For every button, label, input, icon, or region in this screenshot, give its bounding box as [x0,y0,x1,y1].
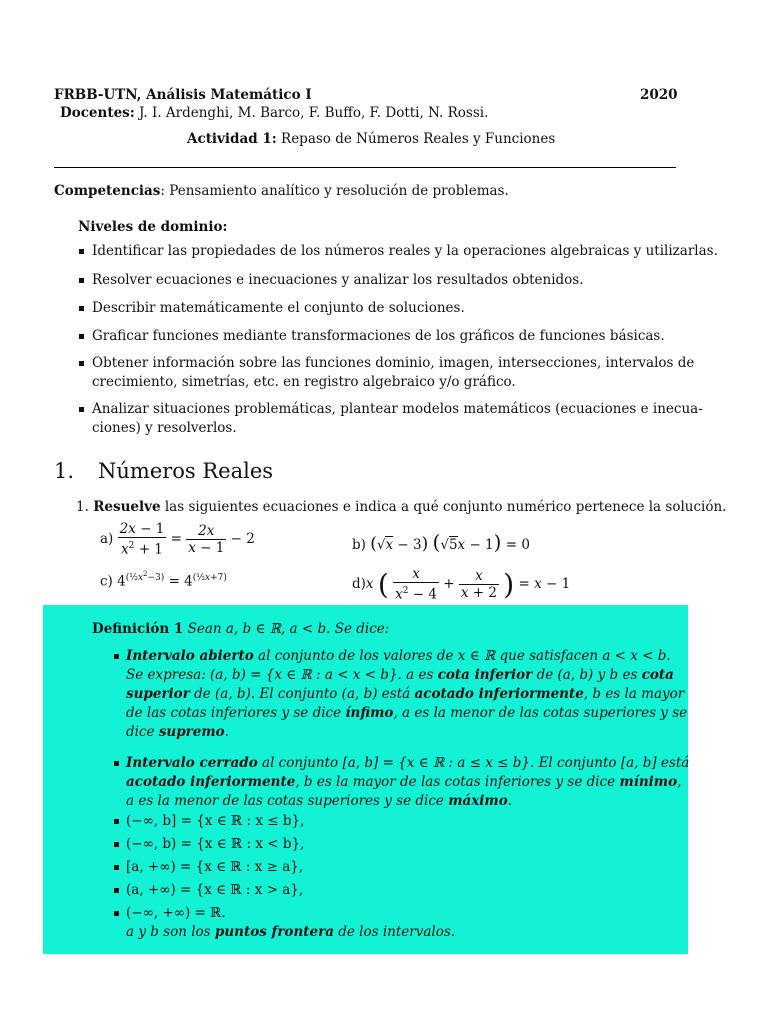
cerrado-term: Intervalo cerrado [126,755,258,771]
section-number: 1. [54,459,75,483]
docentes-names: J. I. Ardenghi, M. Barco, F. Buffo, F. Dotti, N. Rossi. [139,105,489,121]
exercise-verb: Resuelve [93,499,161,515]
equation-d-label: d) [352,575,366,592]
year: 2020 [640,87,678,103]
abierto-text: de las cotas inferiores y se dice [126,705,342,721]
abierto-line-5 [126,723,229,742]
equation-a-label: a) [100,530,114,547]
frontera-line [126,923,455,942]
competencias-text: : Pensamiento analítico y resolución de problemas. [160,183,509,199]
interval-item: (−∞, +∞) = ℝ. [126,905,226,921]
abierto-text: de (a, b). El conjunto (a, b) está [194,686,411,702]
bullet-icon [114,865,119,870]
abierto-line-3 [126,685,684,704]
frontera-text: a y b son los [126,924,211,940]
bullet-icon [79,306,84,311]
minimo-term: mínimo [619,774,678,790]
cerrado-text: , [677,774,682,790]
interval-item: (−∞, b] = {x ∈ ℝ : x ≤ b}, [126,813,305,829]
nivel-item-cont: ciones) y resolverlos. [92,420,237,436]
equation-b: b) (√x − 3) (√5x − 1) = 0 [352,530,530,554]
competencias [54,182,509,201]
nivel-item: Obtener información sobre las funciones dominio, imagen, intersecciones, intervalos de [92,355,695,371]
bullet-icon [114,761,119,766]
bullet-icon [114,654,119,659]
activity-title [187,131,555,147]
nivel-item: Resolver ecuaciones e inecuaciones y analizar los resultados obtenidos. [92,272,584,288]
frontera-text: de los intervalos. [338,924,456,940]
cerrado-text: , b es la mayor de las cotas inferiores y se dice [295,774,616,790]
nivel-item: Identificar las propiedades de los números reales y la operaciones algebraicas y utilizarlas. [92,243,718,259]
nivel-item: Describir matemáticamente el conjunto de soluciones. [92,300,465,316]
exercise-line [76,498,726,517]
header-rule [54,167,676,168]
abierto-text: de (a, b) y b es [536,667,638,683]
abierto-text: Se expresa: (a, b) = {x ∈ ℝ : a < x < b}. a es [126,667,434,683]
equation-d: d)x ( $\frac{x}{x^2 - 4}$ + $\frac{x}{x + 2}$ ) = x − 1 [352,566,571,603]
interval-item: (−∞, b) = {x ∈ ℝ : x < b}, [126,836,305,852]
bullet-icon [79,278,84,283]
definition-intro: Sean a, b ∈ ℝ, a < b. Se dice: [187,621,390,637]
equation-b-label: b) [352,537,366,553]
superior-term: superior [126,686,190,702]
docentes-label: Docentes: [60,105,135,121]
docentes-line [60,105,488,121]
abierto-line-4 [126,704,687,723]
exercise-number: 1. [76,499,89,515]
niveles-title: Niveles de dominio: [78,219,228,235]
nivel-item: Graficar funciones mediante transformaciones de los gráficos de funciones básicas. [92,328,665,344]
section-title: Números Reales [98,459,274,483]
abierto-line-2 [126,666,674,685]
equation-c-label: c) [100,573,113,590]
nivel-item: Analizar situaciones problemáticas, plantear modelos matemáticos (ecuaciones e inecua- [92,401,703,417]
nivel-item-cont: crecimiento, simetrías, etc. en registro algebraico y/o gráfico. [92,374,516,390]
abierto-text: , b es la mayor [583,686,685,702]
cota-term: cota [641,667,674,683]
equation-c: c) $4^{(\frac{1}{2}x^2-3)} = 4^{(\frac{1}{2}x+7)}$ [100,570,227,590]
supremo-term: supremo [158,724,225,740]
interval-item: (a, +∞) = {x ∈ ℝ : x > a}, [126,882,304,898]
abierto-text: , a es la menor de las cotas superiores y se [393,705,688,721]
bullet-icon [114,888,119,893]
abierto-line-1 [126,647,671,666]
cerrado-text: . [507,793,512,809]
cerrado-line-3 [126,792,512,811]
activity-name: Repaso de Números Reales y Funciones [281,131,556,147]
definition-label: Definición 1 [92,621,184,637]
abierto-text: dice [126,724,155,740]
cerrado-line-1 [126,754,689,773]
equation-a: a) $\frac{2x - 1}{x^2 + 1}$ = $\frac{2x}{x - 1}$ − 2 [100,521,255,558]
bullet-icon [114,842,119,847]
bullet-icon [79,249,84,254]
activity-label: Actividad 1: [187,131,277,147]
cerrado-line-2 [126,773,681,792]
puntos-frontera-term: puntos frontera [214,924,334,940]
acotado-inferiormente-term: acotado inferiormente [414,686,584,702]
cota-inferior-term: cota inferior [437,667,533,683]
exercise-text: las siguientes ecuaciones e indica a qué conjunto numérico pertenece la solución. [164,499,727,515]
cerrado-text: a es la menor de las cotas superiores y se dice [126,793,444,809]
bullet-icon [79,334,84,339]
cerrado-text: al conjunto [a, b] = {x ∈ ℝ : a ≤ x ≤ b}. El conjunto [a, b] está [262,755,690,771]
abierto-text: . [224,724,229,740]
competencias-label: Competencias [54,183,161,199]
bullet-icon [114,911,119,916]
bullet-icon [79,361,84,366]
maximo-term: máximo [448,793,508,809]
bullet-icon [114,819,119,824]
abierto-text: al conjunto de los valores de x ∈ ℝ que satisfacen a < x < b. [258,648,671,664]
infimo-term: ínfimo [345,705,394,721]
definition-heading [92,620,389,639]
interval-item: [a, +∞) = {x ∈ ℝ : x ≥ a}, [126,859,304,875]
bullet-icon [79,407,84,412]
abierto-term: Intervalo abierto [126,648,254,664]
institution-course: FRBB-UTN, Análisis Matemático I [54,87,312,103]
acotado-inferiormente-term: acotado inferiormente [126,774,296,790]
